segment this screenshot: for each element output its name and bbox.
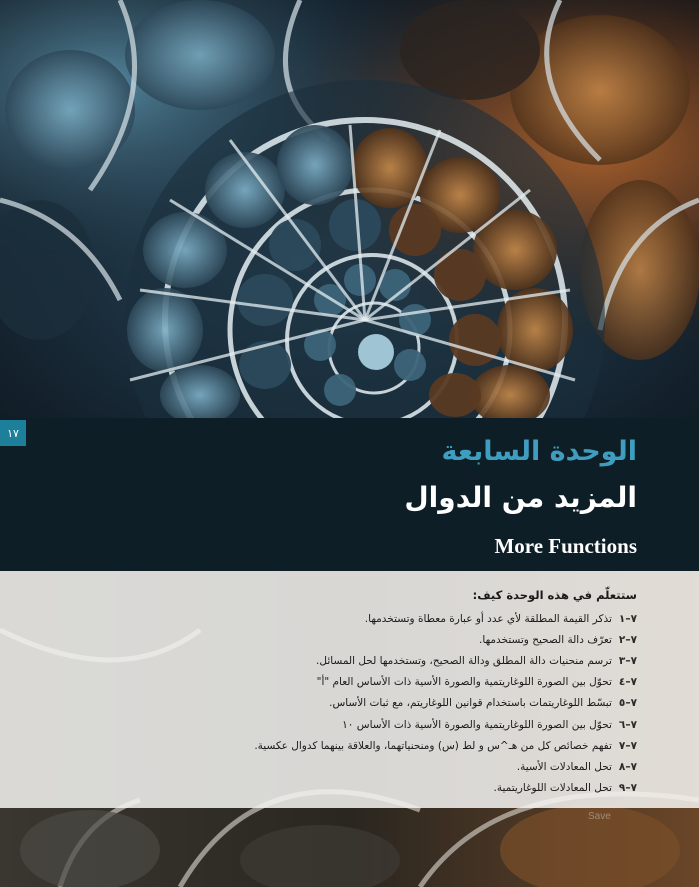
objective-item [254, 629, 637, 650]
objective-text: تبسّط اللوغاريتمات باستخدام قوانين اللوغاريتم، مع ثبات الأساس. [329, 697, 612, 710]
objective-item [254, 735, 637, 756]
objective-text: تذكر القيمة المطلقة لأي عدد أو عبارة معطاة وتستخدمها. [364, 612, 612, 625]
objective-text: ترسم منحنيات دالة المطلق ودالة الصحيح، وتستخدمها لحل المسائل. [316, 654, 612, 667]
objective-item [254, 608, 637, 629]
objective-number: ٧–٣ [618, 654, 637, 667]
objective-number: ٧–٤ [618, 676, 637, 689]
objective-number: ٧–٩ [618, 782, 637, 795]
objective-item [254, 778, 637, 799]
objective-number: ٧–٥ [618, 697, 637, 710]
page-number-badge: ١٧ [0, 420, 26, 446]
objective-text: تحوّل بين الصورة اللوغاريتمية والصورة الأسية ذات الأساس ١٠ [342, 718, 612, 731]
objective-number: ٧–٢ [618, 633, 637, 646]
objective-item [254, 693, 637, 714]
objective-text: تحوّل بين الصورة اللوغاريتمية والصورة الأسية ذات الأساس العام "أ" [316, 676, 612, 689]
objectives-heading: ستتعلّم في هذه الوحدة كيف: [472, 588, 637, 602]
unit-title-english: More Functions [494, 534, 637, 558]
unit-title-arabic: المزيد من الدوال [404, 481, 637, 514]
objective-number: ٧–٨ [618, 760, 637, 773]
objective-number: ٧–٧ [618, 739, 637, 752]
objective-item [254, 650, 637, 671]
objective-number: ٧–٦ [618, 718, 637, 731]
objective-item [254, 756, 637, 777]
objective-text: تحل المعادلات اللوغاريتمية. [493, 782, 612, 795]
ammonite-fossil-image [0, 0, 699, 420]
objective-text: تفهم خصائص كل من هـ^س و لط (س) ومنحنياتهما، والعلاقة بينهما كدوال عكسية. [254, 739, 612, 752]
objective-text: تحل المعادلات الأسية. [516, 760, 612, 773]
objective-item [254, 672, 637, 693]
objective-number: ٧–١ [618, 612, 637, 625]
objectives-list [254, 608, 637, 799]
save-watermark: Save [588, 811, 611, 822]
objective-item [254, 714, 637, 735]
objective-text: تعرّف دالة الصحيح وتستخدمها. [479, 633, 612, 646]
unit-label: الوحدة السابعة [441, 436, 637, 467]
